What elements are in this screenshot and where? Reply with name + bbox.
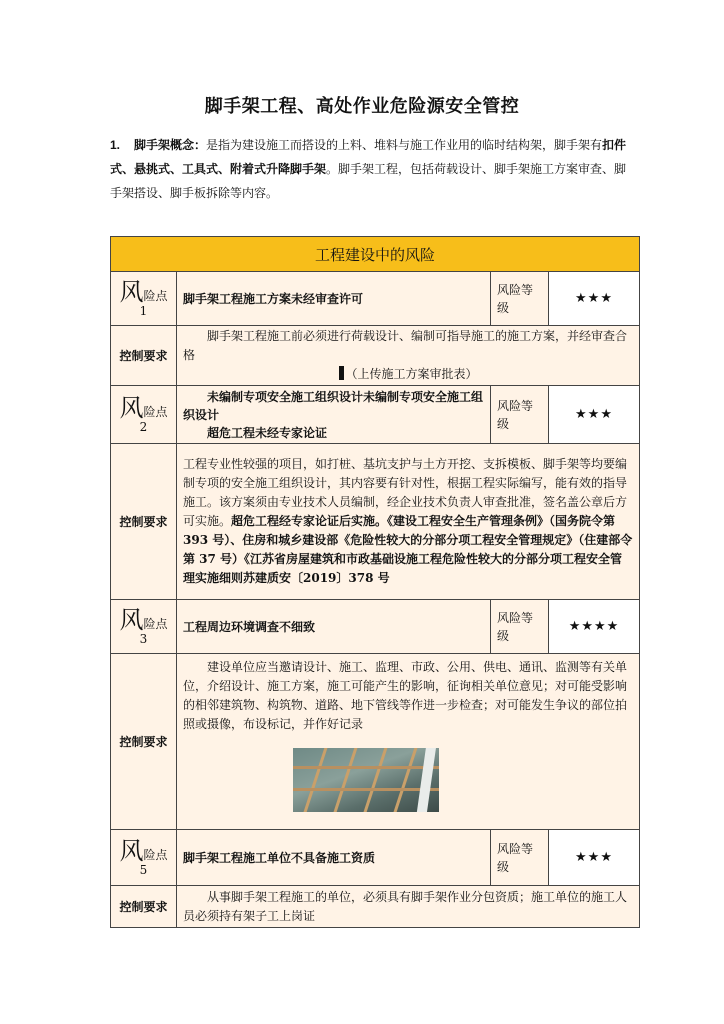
risk-level-label-2: 风险等级 [491,386,549,444]
risk-stars-5: ★★★ [549,830,640,886]
risk-number-1: 1 [139,303,148,318]
marker-icon [339,366,344,380]
risk-level-label-1: 风险等级 [491,272,549,326]
risk-stars-2: ★★★ [549,386,640,444]
risk-point-label-3: 风险点 3 [111,600,177,654]
control-label-3: 控制要求 [111,654,177,830]
site-photo [293,748,439,812]
risk-number-2: 2 [139,419,148,434]
control-text-5: 从事脚手架工程施工的单位，必须具有脚手架作业分包资质；施工单位的施工人员必须持有架子工上岗证 [177,886,640,928]
risk-level-label-3: 风险等级 [491,600,549,654]
intro-types: 扣件式、悬挑式、工具式、附着式升降脚手架 [110,138,627,176]
risk-point-label-1: 风险点 1 [111,272,177,326]
control-text-1: 脚手架工程施工前必须进行荷载设计、编制可指导施工的施工方案，并经审查合格 （上传施工方案审批表） [177,326,640,386]
upload-note-1: （上传施工方案审批表） [183,365,633,384]
control-label-2: 控制要求 [111,444,177,600]
intro-number: 1. [110,138,121,152]
risk-title-3: 工程周边环境调查不细致 [177,600,491,654]
intro-term: 脚手架概念： [134,138,207,152]
table-header: 工程建设中的风险 [111,237,640,272]
control-text-2: 工程专业性较强的项目，如打桩、基坑支护与土方开挖、支拆模板、脚手架等均要编制专项的安全施工组织设计，其内容要有针对性，根据工程实际编写，能有效的指导施工。该方案须由专业技术人员编制，经企业技术负责人审查批准，签名盖公章后方可实施。超危工程经专家论证后实施。《建设工程安全生产管理条例》（国务院令第 393 号）、住房和城乡建设部《危险性较大的分部分项工程安全管理规定》（住建部令第 37 号）《江苏省房屋建筑和市政基础设施工程危险性较大的分部分项工程安全管理实施细则苏建质安〔2019〕378 号 [177,444,640,600]
risk-level-label-5: 风险等级 [491,830,549,886]
risk-stars-1: ★★★ [549,272,640,326]
intro-paragraph [110,133,630,205]
control-label-5: 控制要求 [111,886,177,928]
intro-text-2: 。脚手架工程，包括荷载设计、脚手架施工方案审查、脚手架搭设、脚手板拆除等内容。 [110,162,627,200]
risk-number-3: 3 [139,631,148,646]
risk-title-2: 未编制专项安全施工组织设计未编制专项安全施工组织设计 超危工程未经专家论证 [177,386,491,444]
control-text-3: 建设单位应当邀请设计、施工、监理、市政、公用、供电、通讯、监测等有关单位，介绍设计、施工方案，施工可能产生的影响，征询相关单位意见；对可能受影响的相邻建筑物、构筑物、道路、地下管线等作进一步检查；对可能发生争议的部位拍照或摄像，布设标记，并作好记录 [177,654,640,830]
document-title: 脚手架工程、高处作业危险源安全管控 [204,96,520,117]
risk-title-1: 脚手架工程施工方案未经审查许可 [177,272,491,326]
risk-stars-3: ★★★★ [549,600,640,654]
risk-point-label-2: 风险点 2 [111,386,177,444]
control-label-1: 控制要求 [111,326,177,386]
risk-number-5: 5 [139,862,148,877]
risk-table [110,236,640,928]
risk-point-label-5: 风险点 5 [111,830,177,886]
intro-text-1: 是指为建设施工而搭设的上料、堆料与施工作业用的临时结构架，脚手架有 [206,138,603,152]
risk-title-5: 脚手架工程施工单位不具备施工资质 [177,830,491,886]
